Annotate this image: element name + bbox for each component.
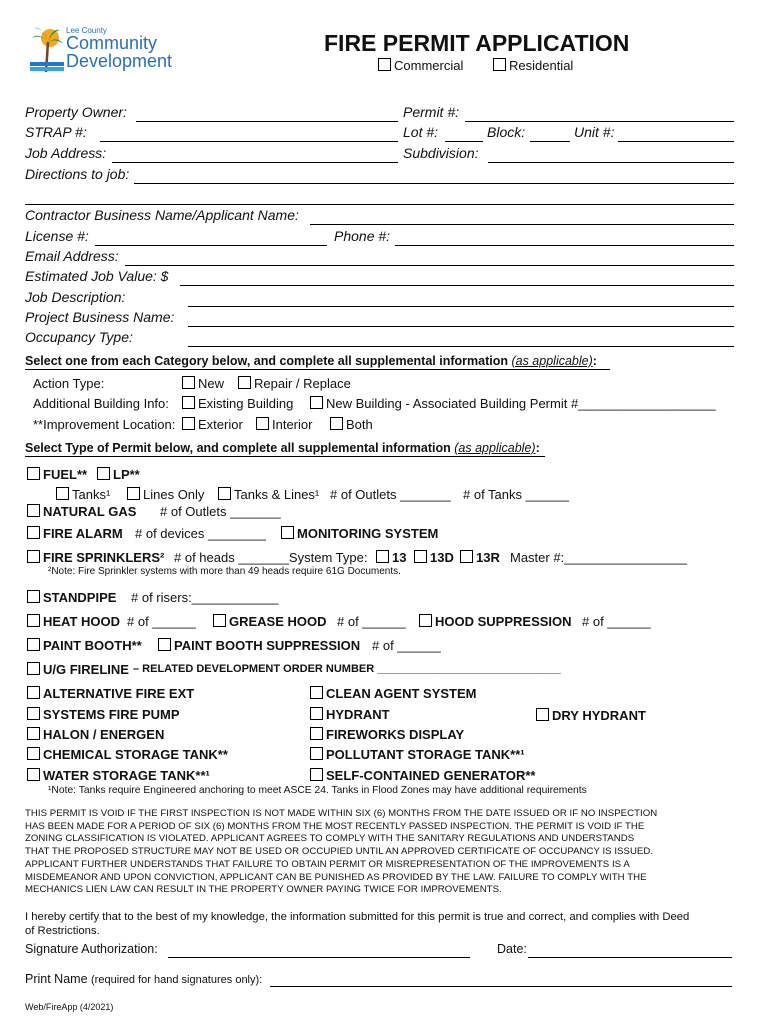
permit-label: Permit #: [403, 104, 460, 120]
residential-label: Residential [509, 58, 574, 73]
grease-hood-label: GREASE HOOD [229, 614, 327, 629]
print-name-label: Print Name (required for hand signatures only): [25, 972, 263, 986]
chemical-storage-label: CHEMICAL STORAGE TANK** [43, 747, 228, 762]
improvement-location-label: **Improvement Location: [33, 417, 176, 432]
water-storage-checkbox[interactable] [27, 768, 40, 781]
heat-hood-checkbox[interactable] [27, 614, 40, 627]
repair-checkbox[interactable] [238, 376, 251, 389]
occupancy-label: Occupancy Type: [25, 329, 133, 345]
systems-fire-pump-checkbox[interactable] [27, 707, 40, 720]
hood-suppression-checkbox[interactable] [419, 614, 432, 627]
hood-suppression-num-field[interactable]: # of ______ [582, 614, 651, 629]
natural-gas-checkbox[interactable] [27, 504, 40, 517]
permit-type-heading: Select Type of Permit below, and complete all supplemental information (as applicable): [25, 441, 540, 455]
job-value-label: Estimated Job Value: $ [25, 268, 169, 284]
heat-hood-num-field[interactable]: # of ______ [127, 614, 196, 629]
disclaimer-line: MECHANICS LIEN LAW CAN RESULT IN THE PROPERTY OWNER PAYING TWICE FOR IMPROVEMENTS. [25, 884, 502, 896]
logo-line2: Development [66, 51, 173, 71]
monitoring-label: MONITORING SYSTEM [297, 526, 439, 541]
clean-agent-label: CLEAN AGENT SYSTEM [326, 686, 477, 701]
palm-tree-logo-icon [30, 24, 64, 74]
exterior-label: Exterior [198, 417, 243, 432]
date-label: Date: [497, 942, 527, 956]
paint-booth-checkbox[interactable] [27, 638, 40, 651]
new-label: New [198, 376, 225, 391]
disclaimer-line: HAS BEEN MADE FOR A PERIOD OF SIX (6) MONTHS FROM THE MOST RECENTLY PASSED INSPECTION. THE PERMIT IS VOID IF THE [25, 820, 645, 832]
natural-gas-outlets-field[interactable]: # of Outlets _______ [160, 504, 281, 519]
directions-label: Directions to job: [25, 166, 130, 182]
fuel-checkbox[interactable] [27, 467, 40, 480]
residential-checkbox[interactable] [493, 58, 506, 71]
disclaimer-line: ZONING CLASSIFICATION IS VIOLATED. APPLICANT AGREES TO COMPLY WITH THE SANITARY REGULATIONS AND UNDERSTANDS [25, 833, 635, 845]
lines-only-label: Lines Only [143, 487, 205, 502]
standpipe-checkbox[interactable] [27, 590, 40, 603]
clean-agent-checkbox[interactable] [310, 686, 323, 699]
job-description-label: Job Description: [25, 289, 126, 305]
property-owner-field[interactable] [136, 121, 398, 122]
strap-label: STRAP #: [25, 124, 87, 140]
fuel-label: FUEL** [43, 467, 88, 482]
paint-booth-label: PAINT BOOTH** [43, 638, 142, 653]
permit-field[interactable] [465, 121, 734, 122]
existing-building-label: Existing Building [198, 396, 294, 411]
new-checkbox[interactable] [182, 376, 195, 389]
num-tanks-field[interactable]: # of Tanks ______ [463, 487, 570, 502]
email-field[interactable] [125, 265, 734, 266]
fireworks-checkbox[interactable] [310, 727, 323, 740]
type-13r-label: 13R [476, 550, 500, 565]
generator-label: SELF-CONTAINED GENERATOR** [326, 768, 536, 783]
disclaimer-line: THAT THE PROPOSED STRUCTURE MAY NOT BE USED OR OCCUPIED UNTIL AN APPROVED CERTIFICATE OF OCCUPANCY IS ISSUED. [25, 846, 654, 858]
interior-checkbox[interactable] [256, 417, 269, 430]
tanks-label: Tanks¹ [72, 487, 111, 502]
chemical-storage-checkbox[interactable] [27, 747, 40, 760]
fire-alarm-label: FIRE ALARM [43, 526, 123, 541]
tank-note: ¹Note: Tanks require Engineered anchoring to meet ASCE 24. Tanks in Flood Zones may have additional requirements [48, 785, 587, 796]
action-type-label: Action Type: [33, 376, 105, 391]
fire-sprinklers-checkbox[interactable] [27, 550, 40, 563]
dry-hydrant-label: DRY HYDRANT [552, 708, 646, 723]
master-field[interactable]: Master #:_________________ [510, 550, 688, 565]
halon-label: HALON / ENERGEN [43, 727, 165, 742]
print-name-field[interactable] [270, 986, 732, 987]
paint-booth-suppression-label: PAINT BOOTH SUPPRESSION [174, 638, 361, 653]
job-value-field[interactable] [180, 285, 734, 286]
phone-field[interactable] [395, 245, 734, 246]
category-heading: Select one from each Category below, and complete all supplemental information (as applicable): [25, 354, 597, 368]
pollutant-storage-label: POLLUTANT STORAGE TANK**¹ [326, 747, 525, 762]
type-13d-label: 13D [430, 550, 454, 565]
job-description-field[interactable] [188, 306, 734, 307]
type-13-label: 13 [392, 550, 407, 565]
systems-fire-pump-label: SYSTEMS FIRE PUMP [43, 707, 180, 722]
block-field[interactable] [530, 141, 570, 142]
paint-booth-suppression-checkbox[interactable] [158, 638, 171, 651]
hydrant-label: HYDRANT [326, 707, 390, 722]
job-address-field[interactable] [112, 162, 398, 163]
outlets-field[interactable]: # of Outlets _______ [330, 487, 451, 502]
directions-field-2[interactable] [25, 204, 734, 205]
job-address-label: Job Address: [25, 145, 107, 161]
fire-sprinklers-label: FIRE SPRINKLERS² [43, 550, 165, 565]
signature-field[interactable] [168, 957, 470, 958]
fire-alarm-checkbox[interactable] [27, 526, 40, 539]
grease-hood-checkbox[interactable] [213, 614, 226, 627]
hydrant-checkbox[interactable] [310, 707, 323, 720]
disclaimer-line: APPLICANT FURTHER UNDERSTANDS THAT FAILURE TO OBTAIN PERMIT OR MISREPRESENTATION OF THE IMPROVEMENTS IS A [25, 858, 630, 870]
email-label: Email Address: [25, 248, 119, 264]
license-label: License #: [25, 228, 89, 244]
new-building-checkbox[interactable] [310, 396, 323, 409]
project-name-label: Project Business Name: [25, 309, 175, 325]
pollutant-storage-checkbox[interactable] [310, 747, 323, 760]
sprinkler-note: ²Note: Fire Sprinkler systems with more than 49 heads require 61G Documents. [48, 566, 401, 577]
commercial-label: Commercial [394, 58, 464, 73]
date-field[interactable] [528, 957, 732, 958]
devices-field[interactable]: # of devices ________ [135, 526, 266, 541]
type-13r-checkbox[interactable] [460, 550, 473, 563]
alternative-fire-ext-label: ALTERNATIVE FIRE EXT [43, 686, 195, 701]
ug-fireline-checkbox[interactable] [27, 662, 40, 675]
block-label: Block: [487, 124, 526, 140]
page-title: FIRE PERMIT APPLICATION [324, 30, 630, 56]
ug-related-field[interactable]: – RELATED DEVELOPMENT ORDER NUMBER ______________________________ [133, 663, 561, 675]
lp-checkbox[interactable] [97, 467, 110, 480]
dry-hydrant-checkbox[interactable] [536, 708, 549, 721]
unit-field[interactable] [618, 141, 734, 142]
both-label: Both [346, 417, 373, 432]
permit-heading-underline [25, 456, 545, 457]
paint-booth-num-field[interactable]: # of ______ [372, 638, 441, 653]
contractor-name-field[interactable] [310, 224, 734, 225]
directions-field[interactable] [134, 183, 734, 184]
signature-label: Signature Authorization: [25, 942, 158, 956]
heads-field[interactable]: # of heads _______System Type: [174, 550, 368, 565]
lp-label: LP** [113, 467, 140, 482]
lot-field[interactable] [445, 141, 483, 142]
certify-line-2: of Restrictions. [25, 925, 100, 937]
type-13d-checkbox[interactable] [414, 550, 427, 563]
ug-fireline-label: U/G FIRELINE [43, 662, 129, 677]
exterior-checkbox[interactable] [182, 417, 195, 430]
tanks-checkbox[interactable] [56, 487, 69, 500]
property-owner-label: Property Owner: [25, 104, 127, 120]
phone-label: Phone #: [334, 228, 391, 244]
tanks-lines-label: Tanks & Lines¹ [234, 487, 320, 502]
grease-hood-num-field[interactable]: # of ______ [337, 614, 406, 629]
subdivision-label: Subdivision: [403, 145, 479, 161]
subdivision-field[interactable] [488, 162, 734, 163]
heat-hood-label: HEAT HOOD [43, 614, 121, 629]
generator-checkbox[interactable] [310, 768, 323, 781]
footer-code: Web/FireApp (4/2021) [25, 1002, 114, 1012]
contractor-name-label: Contractor Business Name/Applicant Name: [25, 207, 299, 223]
standpipe-label: STANDPIPE [43, 590, 117, 605]
disclaimer-line: MISDEMEANOR AND UPON CONVICTION, APPLICANT CAN BE PUNISHED AS PROVIDED BY THE LAW. FAILURE TO COMPLY WITH THE [25, 871, 647, 883]
natural-gas-label: NATURAL GAS [43, 504, 137, 519]
unit-label: Unit #: [574, 124, 615, 140]
risers-field[interactable]: # of risers:____________ [131, 590, 279, 605]
logo-county: Lee County [66, 26, 107, 35]
category-heading-underline [25, 369, 610, 370]
type-13-checkbox[interactable] [376, 550, 389, 563]
commercial-checkbox[interactable] [378, 58, 391, 71]
logo-line1: Community [66, 33, 158, 53]
water-storage-label: WATER STORAGE TANK**¹ [43, 768, 210, 783]
disclaimer-line: THIS PERMIT IS VOID IF THE FIRST INSPECTION IS NOT MADE WITHIN SIX (6) MONTHS FROM THE DATE ISSUED OR IF NO INSPECTION [25, 808, 658, 819]
interior-label: Interior [272, 417, 313, 432]
fireworks-label: FIREWORKS DISPLAY [326, 727, 465, 742]
tanks-lines-checkbox[interactable] [218, 487, 231, 500]
lot-label: Lot #: [403, 124, 439, 140]
alternative-fire-ext-checkbox[interactable] [27, 686, 40, 699]
strap-field[interactable] [100, 141, 398, 142]
hood-suppression-label: HOOD SUPPRESSION [435, 614, 572, 629]
project-name-field[interactable] [188, 326, 734, 327]
new-building-label: New Building - Associated Building Permit #___________________ [326, 396, 716, 411]
license-field[interactable] [95, 245, 327, 246]
logo [30, 24, 180, 76]
occupancy-field[interactable] [188, 346, 734, 347]
repair-label: Repair / Replace [254, 376, 351, 391]
existing-building-checkbox[interactable] [182, 396, 195, 409]
additional-info-label: Additional Building Info: [33, 396, 169, 411]
lines-only-checkbox[interactable] [127, 487, 140, 500]
halon-checkbox[interactable] [27, 727, 40, 740]
certify-line-1: I hereby certify that to the best of my knowledge, the information submitted for this permit is true and correct, and complies with Deed [25, 911, 690, 923]
disclaimer [25, 808, 715, 897]
both-checkbox[interactable] [330, 417, 343, 430]
monitoring-checkbox[interactable] [281, 526, 294, 539]
